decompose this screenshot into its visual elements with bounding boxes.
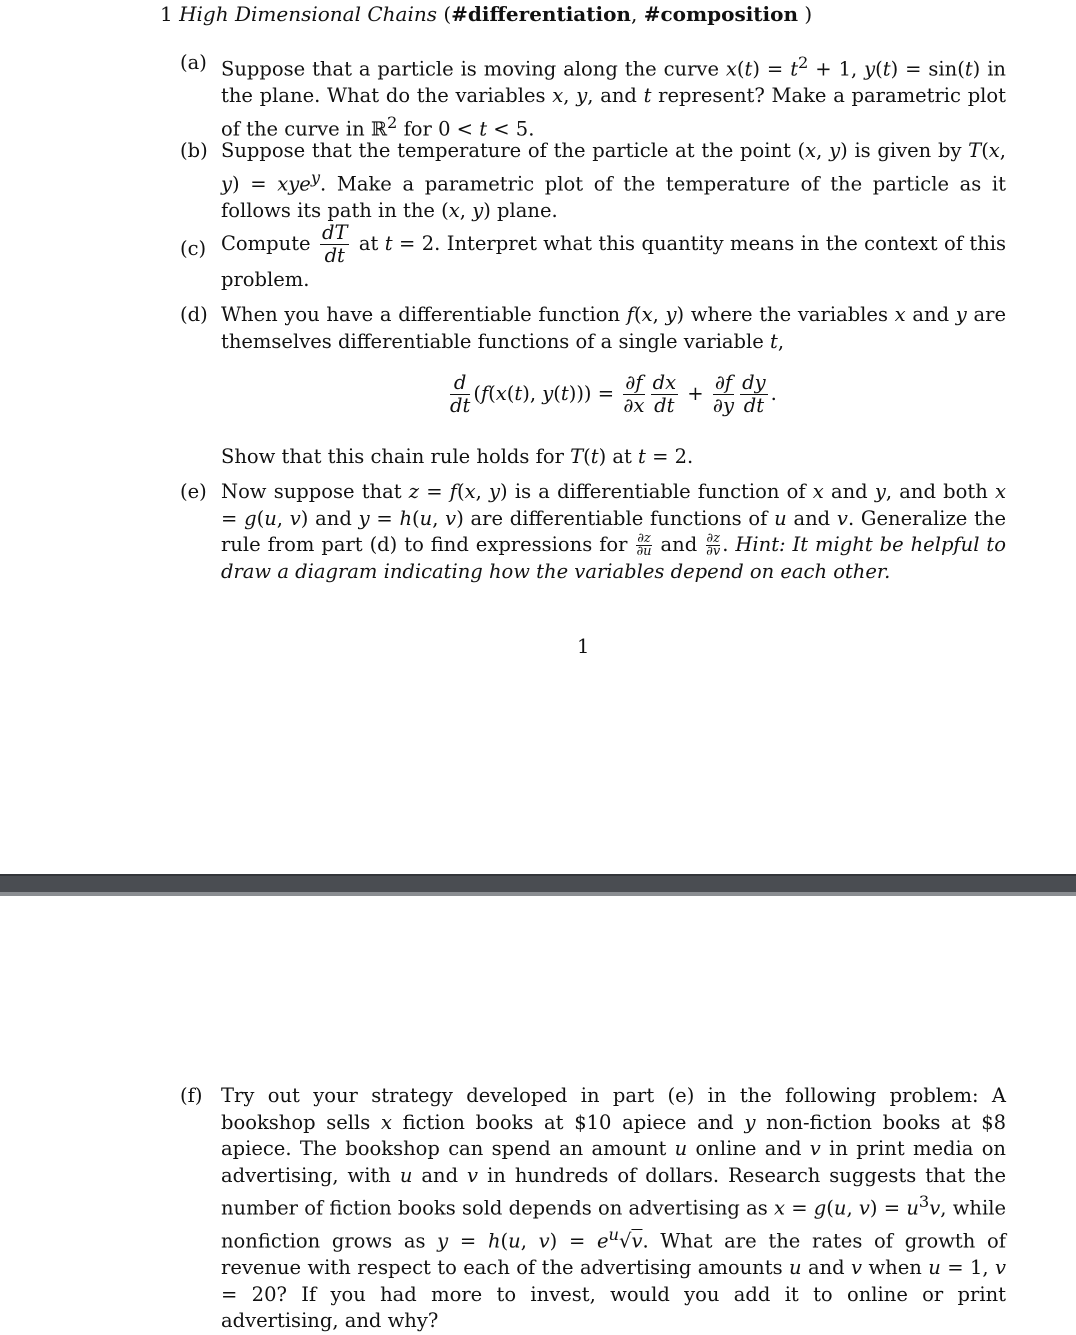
section-number: 1 bbox=[160, 2, 173, 26]
tag-differentiation: #differentiation bbox=[451, 2, 631, 26]
part-label: (f) bbox=[180, 1084, 203, 1107]
part-label: (b) bbox=[180, 139, 208, 162]
page-break-divider bbox=[0, 874, 1076, 896]
part-text: Compute $\frac{dT}{dt}$ at t = 2. Interpret what this quantity means in the context of this problem. bbox=[221, 221, 1007, 291]
part-label: (e) bbox=[180, 480, 207, 503]
part-c bbox=[180, 222, 1006, 294]
chain-rule-equation: $\frac{d}{dt}$ (f(x(t), y(t))) = $\frac{\partial f}{\partial x}$ $\frac{dx}{dt}$ + $\frac{\partial f}{\partial y}$ $\frac{dy}{dt}$ . bbox=[450, 371, 777, 417]
part-d-show bbox=[180, 444, 1006, 471]
part-text: Show that this chain rule holds for T(t) at t = 2. bbox=[221, 445, 694, 468]
section-title: 1 High Dimensional Chains (#differentiation, #composition ) bbox=[160, 2, 813, 26]
part-text: Suppose that the temperature of the particle at the point (x, y) is given by T(x, y) = xye$^y$. Make a parametric plot of the temperature of the particle as it follows its path in the (x, y) plane. bbox=[221, 139, 1006, 222]
part-a bbox=[180, 50, 1006, 143]
part-b bbox=[180, 138, 1006, 224]
part-d bbox=[180, 302, 1006, 355]
fraction-dT-dt: $\frac{dT}{dt}$ bbox=[321, 221, 348, 267]
part-text: When you have a differentiable function f(x, y) where the variables x and y are themselves differentiable functions of a single variable t, bbox=[221, 303, 1006, 353]
part-e bbox=[180, 479, 1006, 585]
section-name: High Dimensional Chains bbox=[179, 2, 437, 26]
part-f bbox=[180, 1083, 1006, 1335]
part-label: (c) bbox=[180, 237, 207, 260]
tag-composition: #composition bbox=[643, 2, 799, 26]
page-number: 1 bbox=[577, 635, 590, 658]
part-text: Try out your strategy developed in part (e) in the following problem: A bookshop sells x fiction books at $10 apiece and y non-fiction books at $8 apiece. The bookshop can spend an amount u online and v in print media on advertising, with u and v in hundreds of dollars. Research suggests that the number of fiction books sold depends on advertising as x = g(u, $v) = u^3v$, while nonfiction grows as y = h(u, $v) = e^u√v$. What are the rates of growth of revenue with respect to each of the advertising amounts u and v when u = 1, v = 20? If you had more to invest, would you add it to online or print advertising, and why? bbox=[221, 1084, 1007, 1332]
part-label: (d) bbox=[180, 303, 208, 326]
part-text: Now suppose that z = f(x, y) is a differentiable function of x and y, and both x = g(u, v) and y = h(u, v) are differentiable functions of u and v. Generalize the rule from part (d) to find expressions for $\frac{\partial z}{\partial u}$ and $\frac{\partial z}{\partial v}$ . Hint: It might be helpful to draw a diagram indicating how the variables depend on each other. bbox=[221, 480, 1007, 583]
part-label: (a) bbox=[180, 51, 207, 74]
part-text: Suppose that a particle is moving along the curve $x(t) = t^2 + 1$, y(t) = sin(t) in the plane. What do the variables x, y, and t represent? Make a parametric plot of the curve in ℝ$^2$ for 0 < t < 5. bbox=[221, 53, 1006, 140]
